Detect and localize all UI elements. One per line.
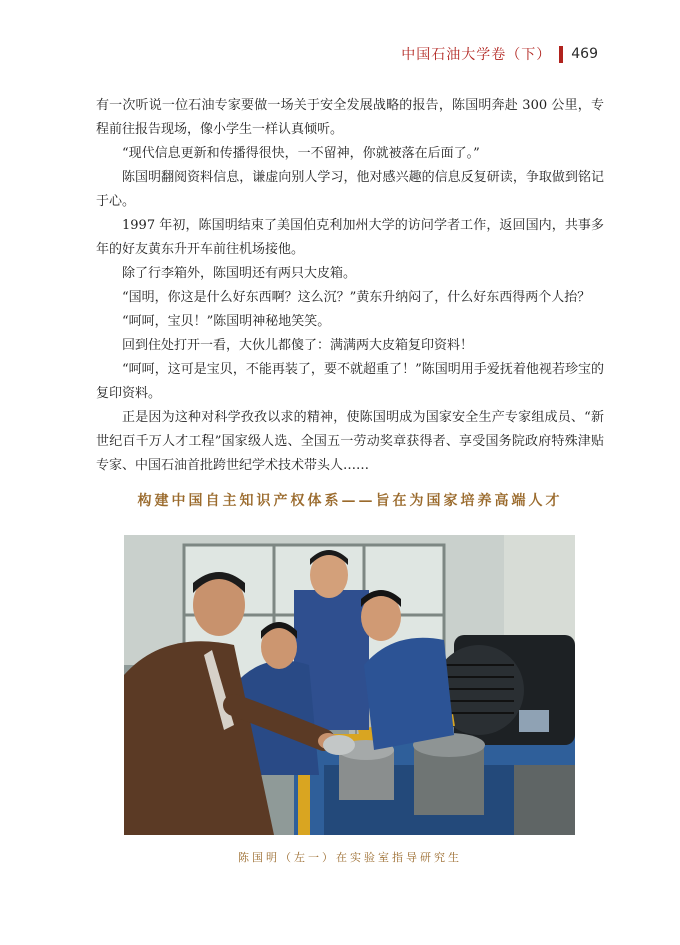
paragraph: 正是因为这种对科学孜孜以求的精神，使陈国明成为国家安全生产专家组成员、“新世纪百千万人才工程”国家级人选、全国五一劳动奖章获得者、享受国务院政府特殊津贴专家、中国石油首批跨世纪学术技术带头人…… <box>96 410 604 473</box>
section-heading: 构建中国自主知识产权体系——旨在为国家培养高端人才 <box>137 493 563 509</box>
paragraph: 除了行李箱外，陈国明还有两只大皮箱。 <box>122 266 357 281</box>
paragraph: 回到住处打开一看，大伙儿都傻了：满满两大皮箱复印资料！ <box>122 338 474 353</box>
running-head <box>401 44 598 64</box>
header-divider-bar <box>559 46 563 63</box>
page-number: 469 <box>571 46 598 62</box>
book-title: 中国石油大学卷（下） <box>401 47 552 63</box>
lab-photo <box>124 535 575 835</box>
body-text <box>96 94 604 478</box>
paragraph: “国明，你这是什么好东西啊？这么沉？”黄东升纳闷了，什么好东西得两个人抬？ <box>122 290 591 305</box>
paragraph: “现代信息更新和传播得很快，一不留神，你就被落在后面了。” <box>122 146 480 161</box>
paragraph: “呵呵，宝贝！”陈国明神秘地笑笑。 <box>122 314 331 329</box>
photo-caption: 陈国明（左一）在实验室指导研究生 <box>238 851 462 864</box>
paragraph: 有一次听说一位石油专家要做一场关于安全发展战略的报告，陈国明奔赴 300 公里，专程前往报告现场，像小学生一样认真倾听。 <box>96 98 604 137</box>
paragraph: 1997 年初，陈国明结束了美国伯克利加州大学的访问学者工作，返回国内，共事多年的好友黄东升开车前往机场接他。 <box>96 218 604 257</box>
paragraph: 陈国明翻阅资料信息，谦虚向别人学习，他对感兴趣的信息反复研读，争取做到铭记于心。 <box>96 170 604 209</box>
paragraph: “呵呵，这可是宝贝，不能再装了，要不就超重了！”陈国明用手爱抚着他视若珍宝的复印资料。 <box>96 362 604 401</box>
